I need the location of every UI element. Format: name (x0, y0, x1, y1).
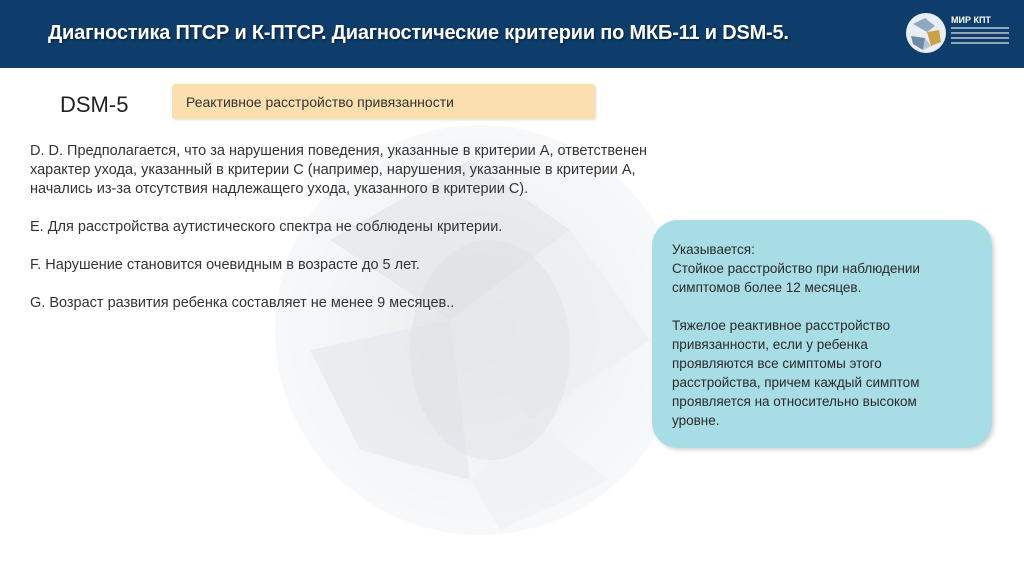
subtitle-text: Реактивное расстройство привязанности (186, 94, 454, 110)
specify-heading: Указывается: (672, 242, 755, 257)
criterion-g: G. Возраст развития ребенка составляет не менее 9 месяцев.. (30, 295, 455, 311)
slide-title: Диагностика ПТСР и К-ПТСР. Диагностические критерии по МКБ-11 и DSM-5. (48, 22, 789, 44)
logo (905, 12, 1015, 56)
specify-box (652, 220, 992, 448)
criteria-list (30, 142, 730, 332)
section-label: DSM-5 (60, 92, 129, 117)
specify-persistent: Стойкое расстройство при наблюдении симптомов более 12 месяцев. (672, 261, 920, 295)
criterion-e: E. Для расстройства аутистического спектра не соблюдены критерии. (30, 219, 503, 235)
logo-name: МИР КПТ (951, 15, 991, 25)
specify-content (672, 240, 972, 430)
criterion-d: D. D. Предполагается, что за нарушения поведения, указанные в критерии А, ответственен характер ухода, указанный в критерии С (например, нарушения, указанные в критерии А, начались из-за отсутствия надлежащего ухода, указанного в критерии С). (30, 143, 648, 197)
logo-subtext (951, 27, 1009, 47)
header-bar (0, 0, 1024, 68)
subtitle-box (172, 84, 595, 119)
criterion-f: F. Нарушение становится очевидным в возрасте до 5 лет. (30, 257, 420, 273)
specify-severe: Тяжелое реактивное расстройство привязанности, если у ребенка проявляются все симптомы этого расстройства, причем каждый симптом проявляется на относительно высоком уровне. (672, 318, 920, 428)
globe-logo-icon (905, 12, 947, 54)
